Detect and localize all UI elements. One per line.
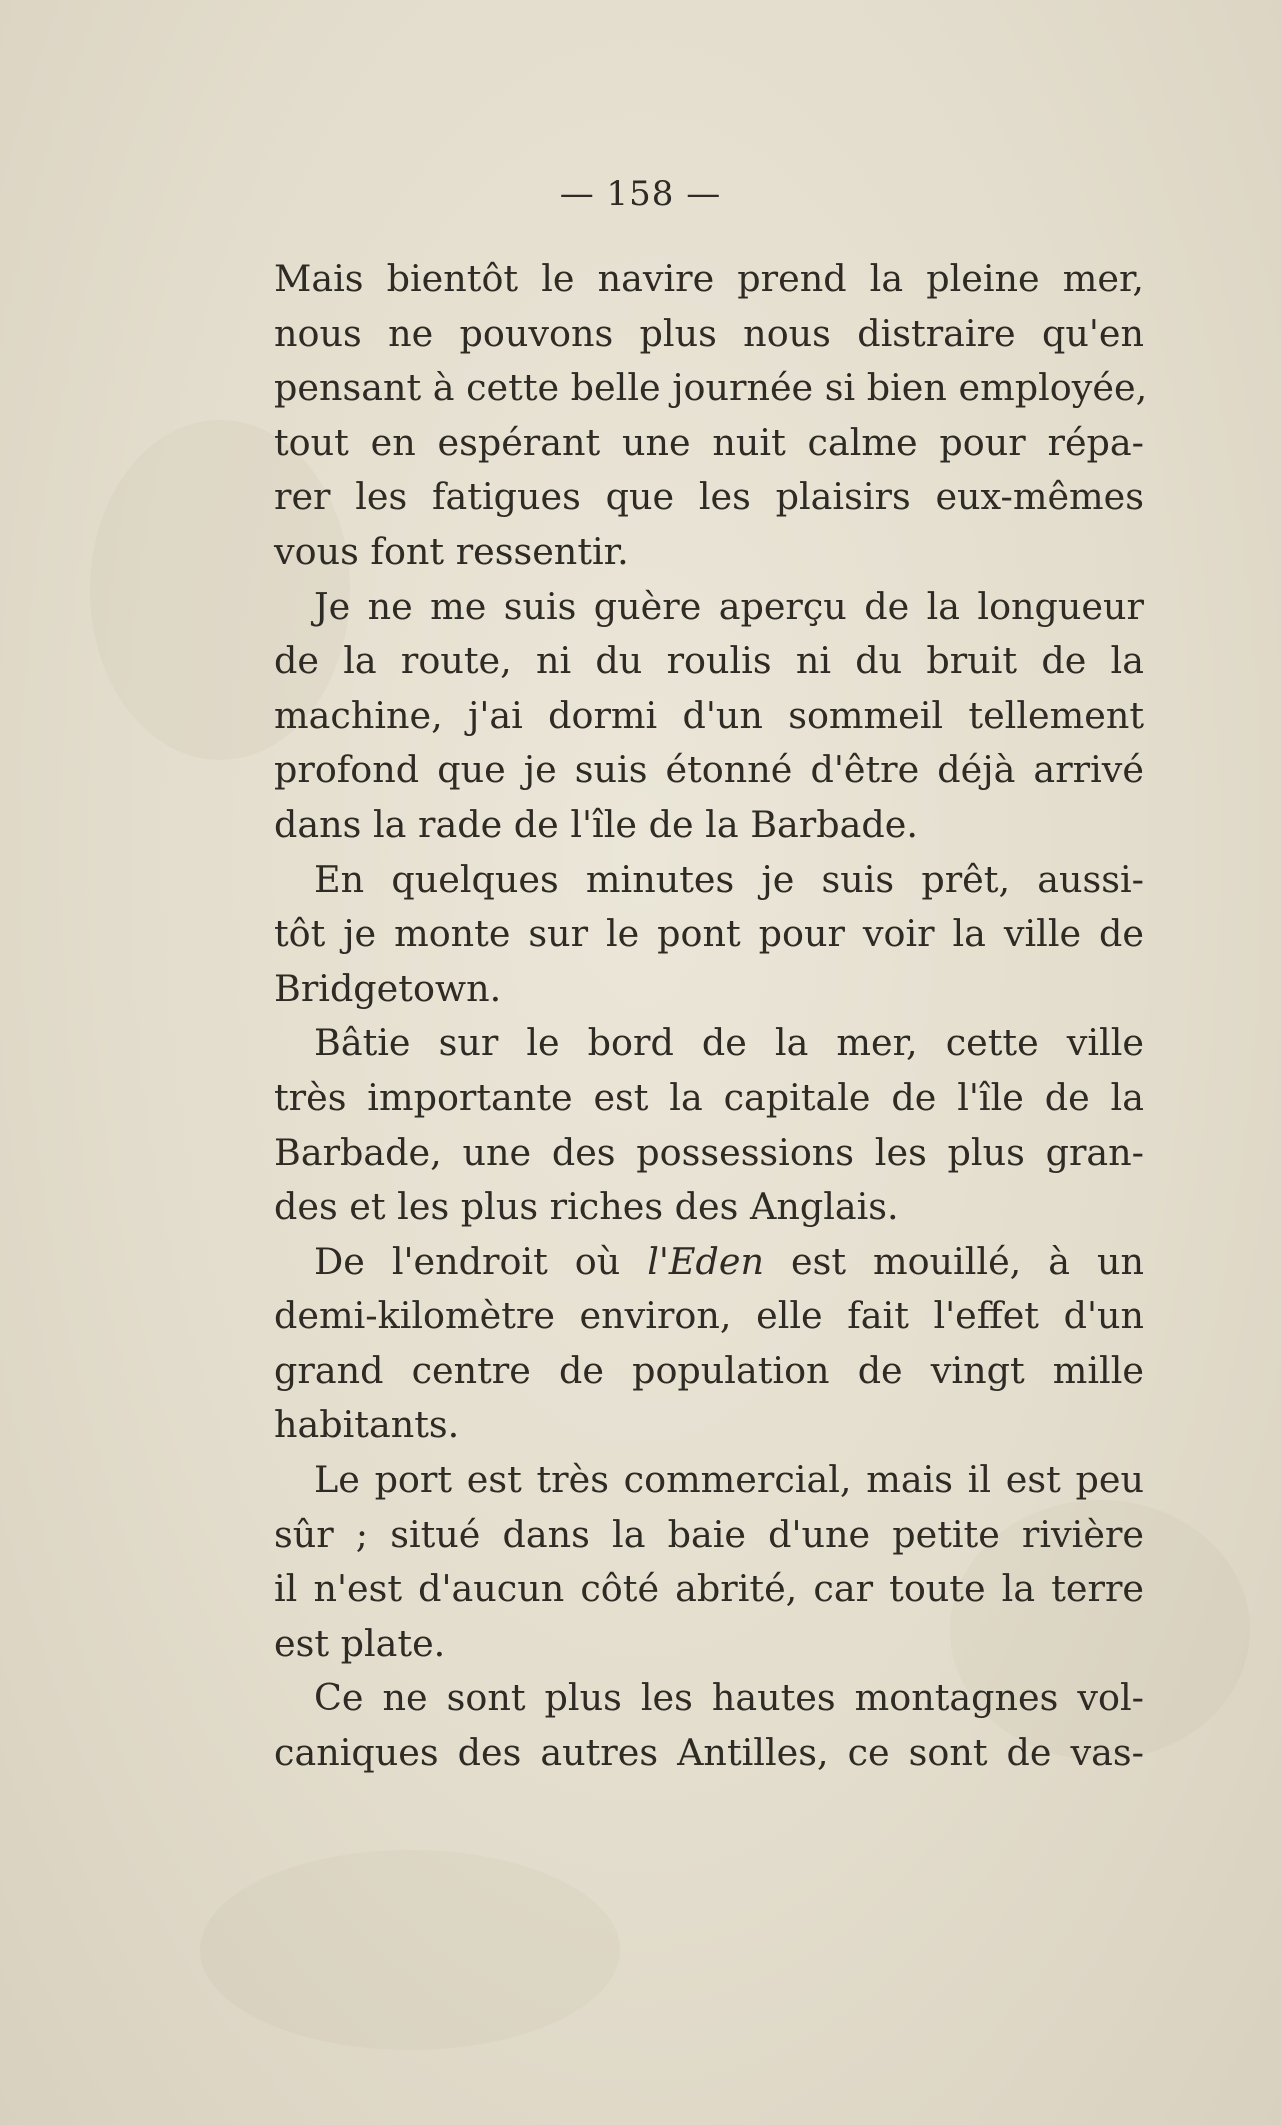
text-line: dans la rade de l'île de la Barbade. bbox=[274, 802, 918, 846]
text-line: machine, j'ai dormi d'un sommeil tellement bbox=[274, 693, 1144, 737]
text-line: profond que je suis étonné d'être déjà arrivé bbox=[274, 748, 1144, 792]
body-text bbox=[274, 252, 1148, 1781]
text-line: caniques des autres Antilles, ce sont de vas- bbox=[274, 1731, 1144, 1775]
text-line: Barbade, une des possessions les plus gran- bbox=[274, 1130, 1144, 1174]
text-line: Bâtie sur le bord de la mer, cette ville bbox=[314, 1021, 1144, 1065]
text-line: très importante est la capitale de l'île de la bbox=[274, 1075, 1144, 1119]
text-line: Bridgetown. bbox=[274, 966, 502, 1010]
text-line: demi-kilomètre environ, elle fait l'effet d'un bbox=[274, 1294, 1144, 1338]
text-line: est plate. bbox=[274, 1621, 446, 1665]
text-line: De l'endroit où l'Eden est mouillé, à un bbox=[314, 1239, 1144, 1283]
text-line: des et les plus riches des Anglais. bbox=[274, 1185, 899, 1229]
text-line: En quelques minutes je suis prêt, aussi- bbox=[314, 857, 1144, 901]
text-line: sûr ; situé dans la baie d'une petite rivière bbox=[274, 1512, 1144, 1556]
text-line: de la route, ni du roulis ni du bruit de la bbox=[274, 639, 1144, 683]
text-line: rer les fatigues que les plaisirs eux-mêmes bbox=[274, 475, 1144, 519]
text-line: tôt je monte sur le pont pour voir la ville de bbox=[274, 912, 1144, 956]
text-line: nous ne pouvons plus nous distraire qu'en bbox=[274, 311, 1144, 355]
text-line: habitants. bbox=[274, 1403, 460, 1447]
text-line: Je ne me suis guère aperçu de la longueur bbox=[314, 584, 1144, 628]
ship-name: l'Eden bbox=[647, 1239, 765, 1283]
text-line: tout en espérant une nuit calme pour répa- bbox=[274, 420, 1144, 464]
text-line: vous font ressentir. bbox=[274, 529, 629, 573]
paper-stain bbox=[200, 1850, 620, 2050]
text-line: pensant à cette belle journée si bien employée, bbox=[274, 366, 1148, 410]
text-line: grand centre de population de vingt mille bbox=[274, 1348, 1144, 1392]
page-number: — 158 — bbox=[559, 174, 722, 214]
text-line: Le port est très commercial, mais il est peu bbox=[314, 1458, 1144, 1502]
text-line: Mais bientôt le navire prend la pleine mer, bbox=[274, 257, 1144, 300]
text-line: Ce ne sont plus les hautes montagnes vol- bbox=[314, 1676, 1144, 1720]
text-line: il n'est d'aucun côté abrité, car toute la terre bbox=[274, 1567, 1144, 1611]
